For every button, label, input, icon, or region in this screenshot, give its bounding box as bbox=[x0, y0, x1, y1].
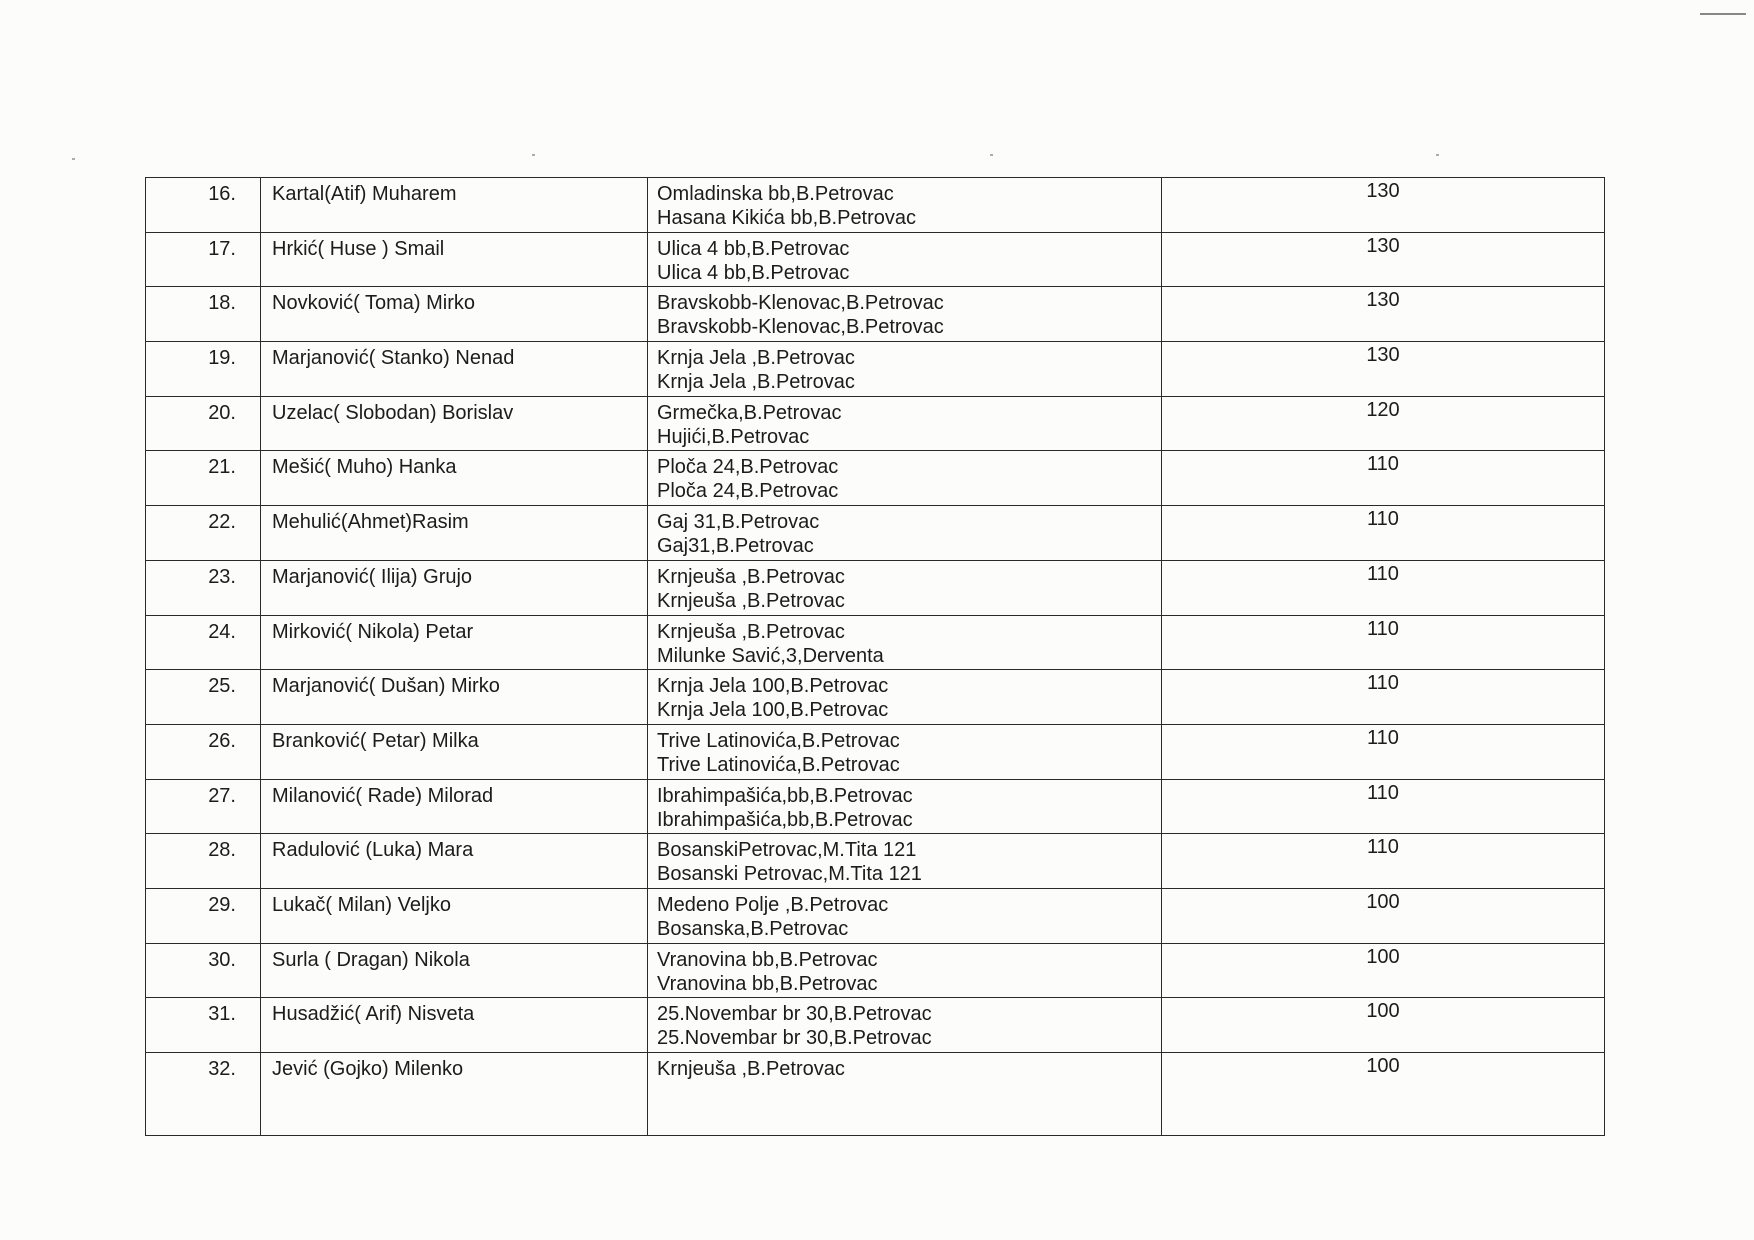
address-line-1: Grmečka,B.Petrovac bbox=[657, 401, 842, 424]
amount: 110 bbox=[1162, 560, 1605, 615]
address-line-2: 25.Novembar br 30,B.Petrovac bbox=[657, 1027, 932, 1050]
row-number: 20. bbox=[146, 396, 261, 451]
amount: 110 bbox=[1162, 724, 1605, 779]
address-line-2: Krnja Jela ,B.Petrovac bbox=[657, 371, 855, 394]
amount: 110 bbox=[1162, 834, 1605, 889]
person-name: Marjanović( Dušan) Mirko bbox=[261, 670, 648, 725]
address-line-1: Trive Latinovića,B.Petrovac bbox=[657, 729, 900, 752]
address-line-1: Gaj 31,B.Petrovac bbox=[657, 511, 820, 534]
table-row bbox=[146, 834, 1605, 889]
person-name: Jević (Gojko) Milenko bbox=[261, 1053, 648, 1136]
table-row bbox=[146, 670, 1605, 725]
address-line-1: Bravskobb-Klenovac,B.Petrovac bbox=[657, 292, 944, 315]
row-number: 29. bbox=[146, 888, 261, 943]
scan-dot bbox=[990, 154, 993, 156]
table-row bbox=[146, 615, 1605, 670]
table-row bbox=[146, 943, 1605, 998]
table-row bbox=[146, 396, 1605, 451]
amount: 130 bbox=[1162, 287, 1605, 342]
address-line-1: BosanskiPetrovac,M.Tita 121 bbox=[657, 839, 917, 862]
amount: 100 bbox=[1162, 1053, 1605, 1136]
address-cell bbox=[648, 451, 1162, 506]
table-row bbox=[146, 232, 1605, 287]
row-number: 18. bbox=[146, 287, 261, 342]
person-name: Uzelac( Slobodan) Borislav bbox=[261, 396, 648, 451]
address-cell bbox=[648, 342, 1162, 397]
address-cell bbox=[648, 724, 1162, 779]
amount: 100 bbox=[1162, 888, 1605, 943]
row-number: 17. bbox=[146, 232, 261, 287]
address-line-2: Bosanska,B.Petrovac bbox=[657, 917, 849, 940]
address-line-1: Krnjeuša ,B.Petrovac bbox=[657, 1058, 845, 1080]
address-cell bbox=[648, 396, 1162, 451]
address-cell bbox=[648, 834, 1162, 889]
address-line-2: Gaj31,B.Petrovac bbox=[657, 535, 814, 558]
row-number: 26. bbox=[146, 724, 261, 779]
address-cell bbox=[648, 670, 1162, 725]
address-line-2: Vranovina bb,B.Petrovac bbox=[657, 972, 878, 995]
address-line-2: Milunke Savić,3,Derventa bbox=[657, 644, 884, 667]
amount: 100 bbox=[1162, 998, 1605, 1053]
table-row bbox=[146, 506, 1605, 561]
row-number: 25. bbox=[146, 670, 261, 725]
person-name: Hrkić( Huse ) Smail bbox=[261, 232, 648, 287]
address-cell bbox=[648, 178, 1162, 233]
row-number: 27. bbox=[146, 779, 261, 834]
person-name: Marjanović( Stanko) Nenad bbox=[261, 342, 648, 397]
scan-mark bbox=[1700, 13, 1746, 15]
person-name: Marjanović( Ilija) Grujo bbox=[261, 560, 648, 615]
amount: 110 bbox=[1162, 506, 1605, 561]
table-row bbox=[146, 1053, 1605, 1136]
table-row bbox=[146, 451, 1605, 506]
address-line-1: 25.Novembar br 30,B.Petrovac bbox=[657, 1003, 932, 1026]
address-line-2: Trive Latinovića,B.Petrovac bbox=[657, 753, 900, 776]
address-line-1: Medeno Polje ,B.Petrovac bbox=[657, 893, 889, 916]
amount: 110 bbox=[1162, 779, 1605, 834]
row-number: 23. bbox=[146, 560, 261, 615]
person-name: Milanović( Rade) Milorad bbox=[261, 779, 648, 834]
amount: 130 bbox=[1162, 178, 1605, 233]
table-row bbox=[146, 342, 1605, 397]
address-line-1: Krnjeuša ,B.Petrovac bbox=[657, 565, 845, 588]
address-line-2: Bosanski Petrovac,M.Tita 121 bbox=[657, 863, 922, 886]
amount: 110 bbox=[1162, 451, 1605, 506]
amount: 130 bbox=[1162, 342, 1605, 397]
table-row bbox=[146, 998, 1605, 1053]
person-name: Lukač( Milan) Veljko bbox=[261, 888, 648, 943]
address-line-1: Ulica 4 bb,B.Petrovac bbox=[657, 237, 850, 260]
row-number: 21. bbox=[146, 451, 261, 506]
person-name: Radulović (Luka) Mara bbox=[261, 834, 648, 889]
address-cell bbox=[648, 560, 1162, 615]
table-row bbox=[146, 724, 1605, 779]
table-row bbox=[146, 560, 1605, 615]
row-number: 19. bbox=[146, 342, 261, 397]
address-cell bbox=[648, 1053, 1162, 1136]
row-number: 30. bbox=[146, 943, 261, 998]
amount: 110 bbox=[1162, 615, 1605, 670]
address-line-2: Ulica 4 bb,B.Petrovac bbox=[657, 261, 850, 284]
address-cell bbox=[648, 232, 1162, 287]
scan-dot bbox=[1436, 154, 1439, 156]
table-row bbox=[146, 779, 1605, 834]
address-cell bbox=[648, 998, 1162, 1053]
table-row bbox=[146, 287, 1605, 342]
address-line-2: Krnjeuša ,B.Petrovac bbox=[657, 589, 845, 612]
person-name: Mešić( Muho) Hanka bbox=[261, 451, 648, 506]
row-number: 32. bbox=[146, 1053, 261, 1136]
row-number: 22. bbox=[146, 506, 261, 561]
table-row bbox=[146, 178, 1605, 233]
scan-dot bbox=[532, 154, 535, 156]
person-name: Mirković( Nikola) Petar bbox=[261, 615, 648, 670]
address-cell bbox=[648, 615, 1162, 670]
address-line-2: Ibrahimpašića,bb,B.Petrovac bbox=[657, 808, 913, 831]
row-number: 28. bbox=[146, 834, 261, 889]
person-name: Mehulić(Ahmet)Rasim bbox=[261, 506, 648, 561]
row-number: 31. bbox=[146, 998, 261, 1053]
address-line-1: Vranovina bb,B.Petrovac bbox=[657, 948, 878, 971]
table-row bbox=[146, 888, 1605, 943]
address-line-2: Ploča 24,B.Petrovac bbox=[657, 480, 839, 503]
address-line-1: Ploča 24,B.Petrovac bbox=[657, 456, 839, 479]
person-name: Branković( Petar) Milka bbox=[261, 724, 648, 779]
address-line-1: Ibrahimpašića,bb,B.Petrovac bbox=[657, 784, 913, 807]
address-line-2: Bravskobb-Klenovac,B.Petrovac bbox=[657, 316, 944, 339]
address-line-2: Hujići,B.Petrovac bbox=[657, 425, 810, 448]
address-line-1: Krnja Jela 100,B.Petrovac bbox=[657, 675, 889, 698]
address-cell bbox=[648, 779, 1162, 834]
person-name: Surla ( Dragan) Nikola bbox=[261, 943, 648, 998]
address-cell bbox=[648, 943, 1162, 998]
row-number: 24. bbox=[146, 615, 261, 670]
row-number: 16. bbox=[146, 178, 261, 233]
amount: 100 bbox=[1162, 943, 1605, 998]
person-name: Novković( Toma) Mirko bbox=[261, 287, 648, 342]
address-line-2: Krnja Jela 100,B.Petrovac bbox=[657, 699, 889, 722]
amount: 110 bbox=[1162, 670, 1605, 725]
person-name: Kartal(Atif) Muharem bbox=[261, 178, 648, 233]
address-cell bbox=[648, 506, 1162, 561]
scan-dot bbox=[72, 158, 75, 160]
amount: 130 bbox=[1162, 232, 1605, 287]
amount: 120 bbox=[1162, 396, 1605, 451]
address-line-1: Krnja Jela ,B.Petrovac bbox=[657, 347, 855, 370]
address-line-1: Krnjeuša ,B.Petrovac bbox=[657, 620, 845, 643]
data-table bbox=[145, 177, 1605, 1136]
address-line-2: Hasana Kikića bb,B.Petrovac bbox=[657, 207, 917, 229]
person-name: Husadžić( Arif) Nisveta bbox=[261, 998, 648, 1053]
address-line-1: Omladinska bb,B.Petrovac bbox=[657, 183, 894, 205]
address-cell bbox=[648, 888, 1162, 943]
address-cell bbox=[648, 287, 1162, 342]
